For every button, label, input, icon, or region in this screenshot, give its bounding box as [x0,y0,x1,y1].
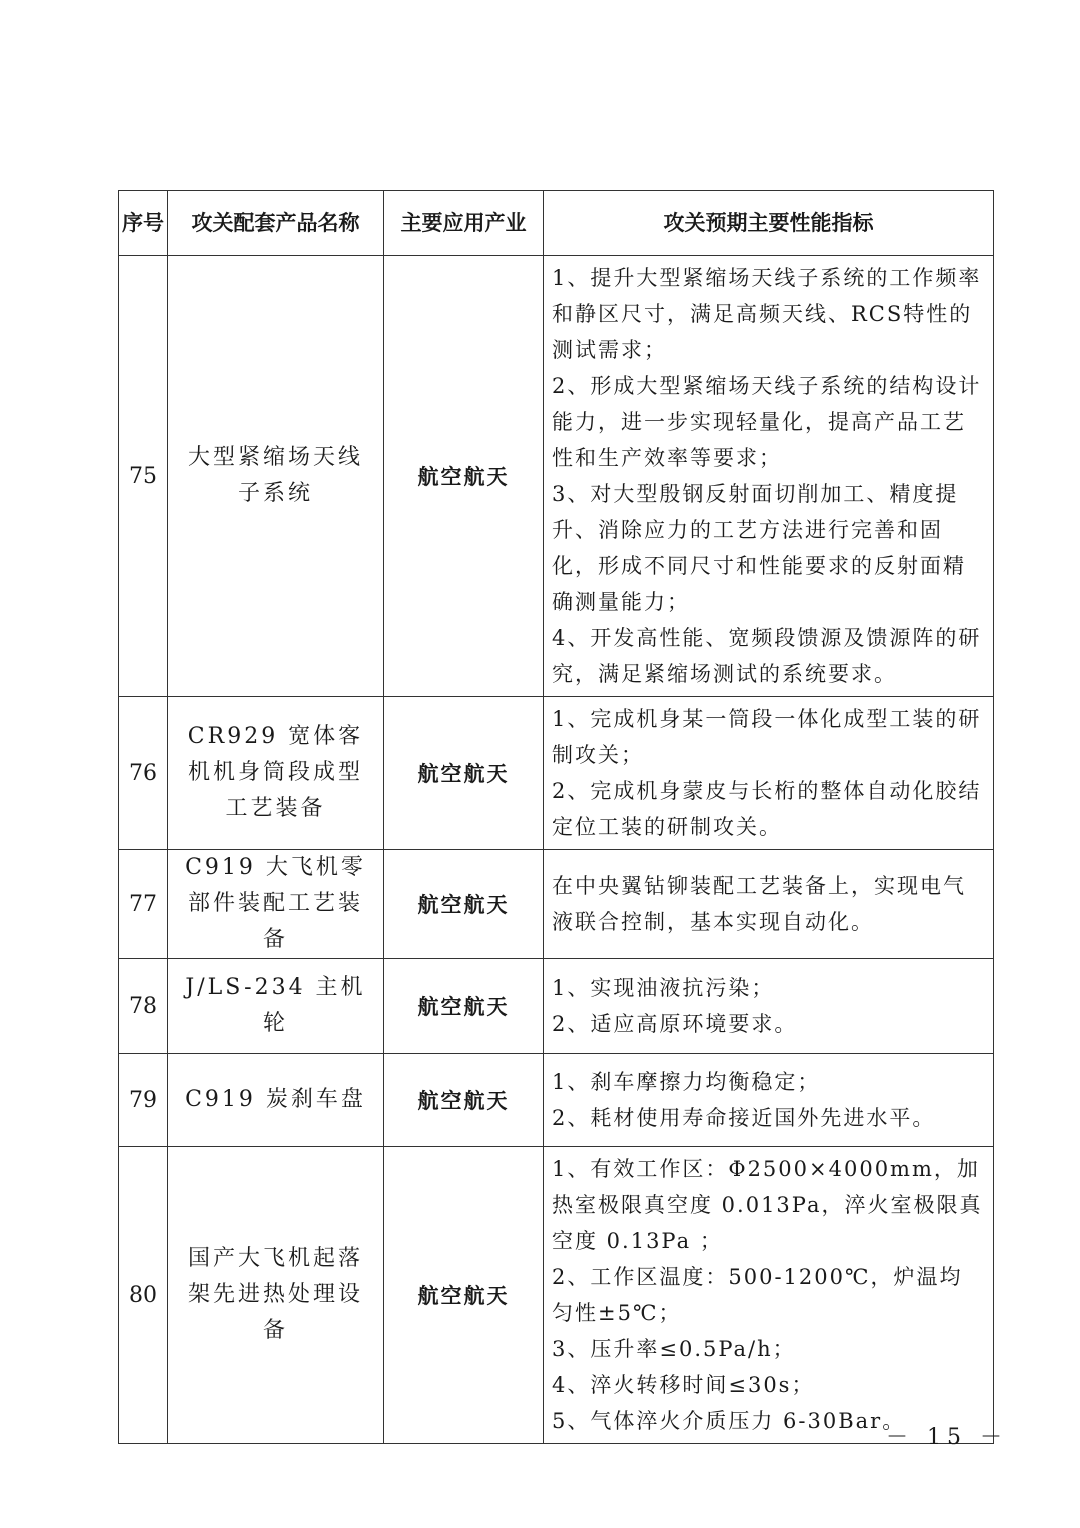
spec-item: 2、耗材使用寿命接近国外先进水平。 [552,1106,936,1130]
spec-cell [544,959,994,1054]
industry: 航空航天 [384,1054,544,1147]
row-number: 80 [119,1147,168,1444]
spec-item: 1、有效工作区：Φ2500×4000mm，加热室极限真空度 0.013Pa，淬火室极限真空度 0.13Pa ； [552,1157,983,1253]
product-name: 大型紧缩场天线子系统 [168,256,384,697]
spec-item: 2、形成大型紧缩场天线子系统的结构设计能力，进一步实现轻量化，提高产品工艺性和生产效率等要求； [552,374,982,470]
spec-cell [544,697,994,850]
industry: 航空航天 [384,697,544,850]
spec-item: 1、提升大型紧缩场天线子系统的工作频率和静区尺寸，满足高频天线、RCS特性的测试需求； [552,266,982,362]
spec-item: 1、刹车摩擦力均衡稳定； [552,1070,821,1094]
spec-cell [544,1147,994,1444]
spec-item: 3、对大型殷钢反射面切削加工、精度提升、消除应力的工艺方法进行完善和固化，形成不同尺寸和性能要求的反射面精确测量能力； [552,482,966,614]
spec-item: 2、工作区温度：500-1200℃，炉温均匀性±5℃； [552,1265,963,1325]
spec-cell [544,1054,994,1147]
spec-item: 4、开发高性能、宽频段馈源及馈源阵的研究，满足紧缩场测试的系统要求。 [552,626,982,686]
spec-cell [544,256,994,697]
header-name: 攻关配套产品名称 [168,191,384,256]
product-name: 国产大飞机起落架先进热处理设备 [168,1147,384,1444]
table-row [119,1147,994,1444]
table-row [119,256,994,697]
spec-item: 1、完成机身某一筒段一体化成型工装的研制攻关； [552,707,982,767]
table-row [119,850,994,959]
row-number: 75 [119,256,168,697]
spec-item: 3、压升率≤0.5Pa/h； [552,1337,796,1361]
product-name: C919 炭刹车盘 [168,1054,384,1147]
table-row [119,959,994,1054]
header-no: 序号 [119,191,168,256]
spec-item: 2、适应高原环境要求。 [552,1012,798,1036]
industry: 航空航天 [384,959,544,1054]
product-name: C919 大飞机零部件装配工艺装备 [168,850,384,959]
spec-item: 2、完成机身蒙皮与长桁的整体自动化胶结定位工装的研制攻关。 [552,779,982,839]
industry: 航空航天 [384,1147,544,1444]
spec-cell [544,850,994,959]
industry: 航空航天 [384,850,544,959]
header-industry: 主要应用产业 [384,191,544,256]
page-number: － 15 － [886,1425,1008,1450]
table-header-row [119,191,994,256]
row-number: 77 [119,850,168,959]
row-number: 79 [119,1054,168,1147]
project-table [118,190,994,1444]
table-row [119,697,994,850]
table-row [119,1054,994,1147]
spec-item: 4、淬火转移时间≤30s； [552,1373,815,1397]
row-number: 78 [119,959,168,1054]
header-spec: 攻关预期主要性能指标 [544,191,994,256]
product-name: CR929 宽体客机机身筒段成型工艺装备 [168,697,384,850]
industry: 航空航天 [384,256,544,697]
spec-item: 在中央翼钻铆装配工艺装备上，实现电气液联合控制，基本实现自动化。 [552,874,966,934]
spec-item: 5、气体淬火介质压力 6-30Bar。 [552,1409,906,1433]
spec-item: 1、实现油液抗污染； [552,976,775,1000]
row-number: 76 [119,697,168,850]
product-name: J/LS-234 主机轮 [168,959,384,1054]
